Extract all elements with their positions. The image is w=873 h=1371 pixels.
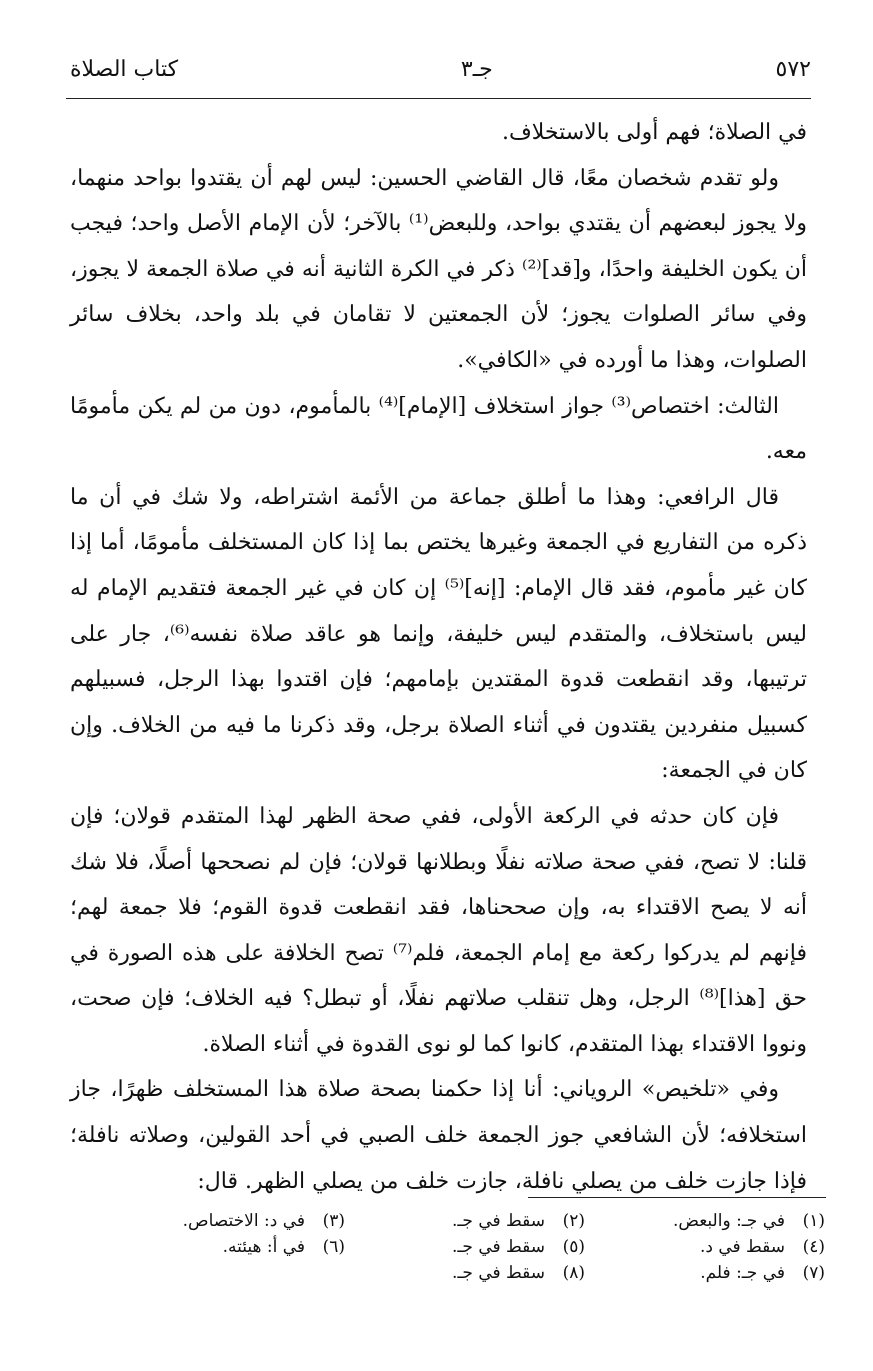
footnote-text: في أ: هيئته. [222,1237,305,1257]
footnote-number: (٨) [562,1263,585,1283]
footnote [345,1208,585,1234]
footnote-number: (٢) [562,1211,585,1231]
footnote [585,1208,825,1234]
paragraph: في الصلاة؛ فهم أولى بالاستخلاف. [501,120,807,145]
footnote [105,1208,345,1234]
page-number: ٥٧٢ [775,56,811,82]
footnote-text: في جـ: والبعض. [673,1211,785,1231]
footnote-text: في د: الاختصاص. [182,1211,305,1231]
footnote-text: سقط في د. [699,1237,785,1257]
footnote-text: سقط في جـ. [452,1263,545,1283]
paragraph: فإن كان حدثه في الركعة الأولى، ففي صحة الظهر لهذا المتقدم قولان؛ فإن قلنا: لا تصح، ففي صحة صلاته نفلًا وبطلانها قولان؛ فإن لم نصححها أصلًا، فلا شك أنه لا يصح الاقتداء به، وإن صححناها، فقد انقطعت قدوة القوم؛ فلا جمعة لهم؛ فإنهم لم يدركوا ركعة مع إمام الجمعة، فلم⁽⁷⁾ تصح الخلافة على هذه الصورة في حق [هذا]⁽⁸⁾ الرجل، وهل تنقلب صلاتهم نفلًا، أو تبطل؟ فيه الخلاف؛ فإن صحت، ونووا الاقتداء بهذا المتقدم، كانوا كما لو نوى القدوة في أثناء الصلاة. [70,803,808,1057]
footnote-row [105,1234,825,1260]
footnote-number: (٦) [322,1237,345,1257]
footnote-row [105,1260,825,1286]
running-header [70,48,811,90]
footnote-text: سقط في جـ. [452,1237,545,1257]
paragraph: الثالث: اختصاص⁽³⁾ جواز استخلاف [الإمام]⁽⁴⁾ بالمأموم، دون من لم يكن مأمومًا معه. [70,393,807,465]
footnote-divider [528,1197,826,1198]
footnote-number: (١) [802,1211,825,1231]
footnote-number: (٧) [802,1263,825,1283]
footnote [105,1234,345,1260]
footnote-text: في جـ: فلم. [700,1263,785,1283]
paragraph: ولو تقدم شخصان معًا، قال القاضي الحسين: ليس لهم أن يقتدوا بواحد منهما، ولا يجوز لبعضهم أن يقتدي بواحد، وللبعض⁽¹⁾ بالآخر؛ لأن الإمام الأصل واحد؛ فيجب أن يكون الخليفة واحدًا، و[قد]⁽²⁾ ذكر في الكرة الثانية أنه في صلاة الجمعة لا يجوز، وفي سائر الصلوات يجوز؛ لأن الجمعتين لا تقامان في بلد واحد، بخلاف سائر الصلوات، وهذا ما أورده في «الكافي». [70,165,807,373]
paragraph: وفي «تلخيص» الروياني: أنا إذا حكمنا بصحة صلاة هذا المستخلف ظهرًا، جاز استخلافه؛ لأن الشافعي جوز الجمعة خلف الصبي في أحد القولين، وصلاته نافلة؛ فإذا جازت خلف من يصلي نافلة، جازت خلف من يصلي الظهر. قال: [70,1077,807,1194]
paragraph: قال الرافعي: وهذا ما أطلق جماعة من الأئمة اشتراطه، ولا شك في أن ما ذكره من التفاريع في الجمعة وغيرها يختص بما إذا كان المستخلف مأمومًا، أما إذا كان غير مأموم، فقد قال الإمام: [إنه]⁽⁵⁾ إن كان في غير الجمعة فتقديم الإمام له ليس باستخلاف، والمتقدم ليس خليفة، وإنما هو عاقد صلاة نفسه⁽⁶⁾، جار على ترتيبها، وقد انقطعت قدوة المقتدين بإمامهم؛ فإن اقتدوا بهذا الرجل، فسبيلهم كسبيل منفردين يقتدون في أثناء الصلاة برجل، وقد ذكرنا ما فيه من الخلاف. وإن كان في الجمعة: [70,484,808,784]
footnote [345,1260,585,1286]
footnote [585,1234,825,1260]
footnote-number: (٥) [562,1237,585,1257]
footnotes [105,1208,825,1286]
footnote-row [105,1208,825,1234]
main-text [70,110,807,1204]
footnote-text: سقط في جـ. [452,1211,545,1231]
header-divider [66,98,811,99]
footnote-number: (٣) [322,1211,345,1231]
footnote [345,1234,585,1260]
volume-label: جـ٣ [460,56,493,82]
footnote [585,1260,825,1286]
footnote-number: (٤) [802,1237,825,1257]
book-title: كتاب الصلاة [70,56,179,82]
